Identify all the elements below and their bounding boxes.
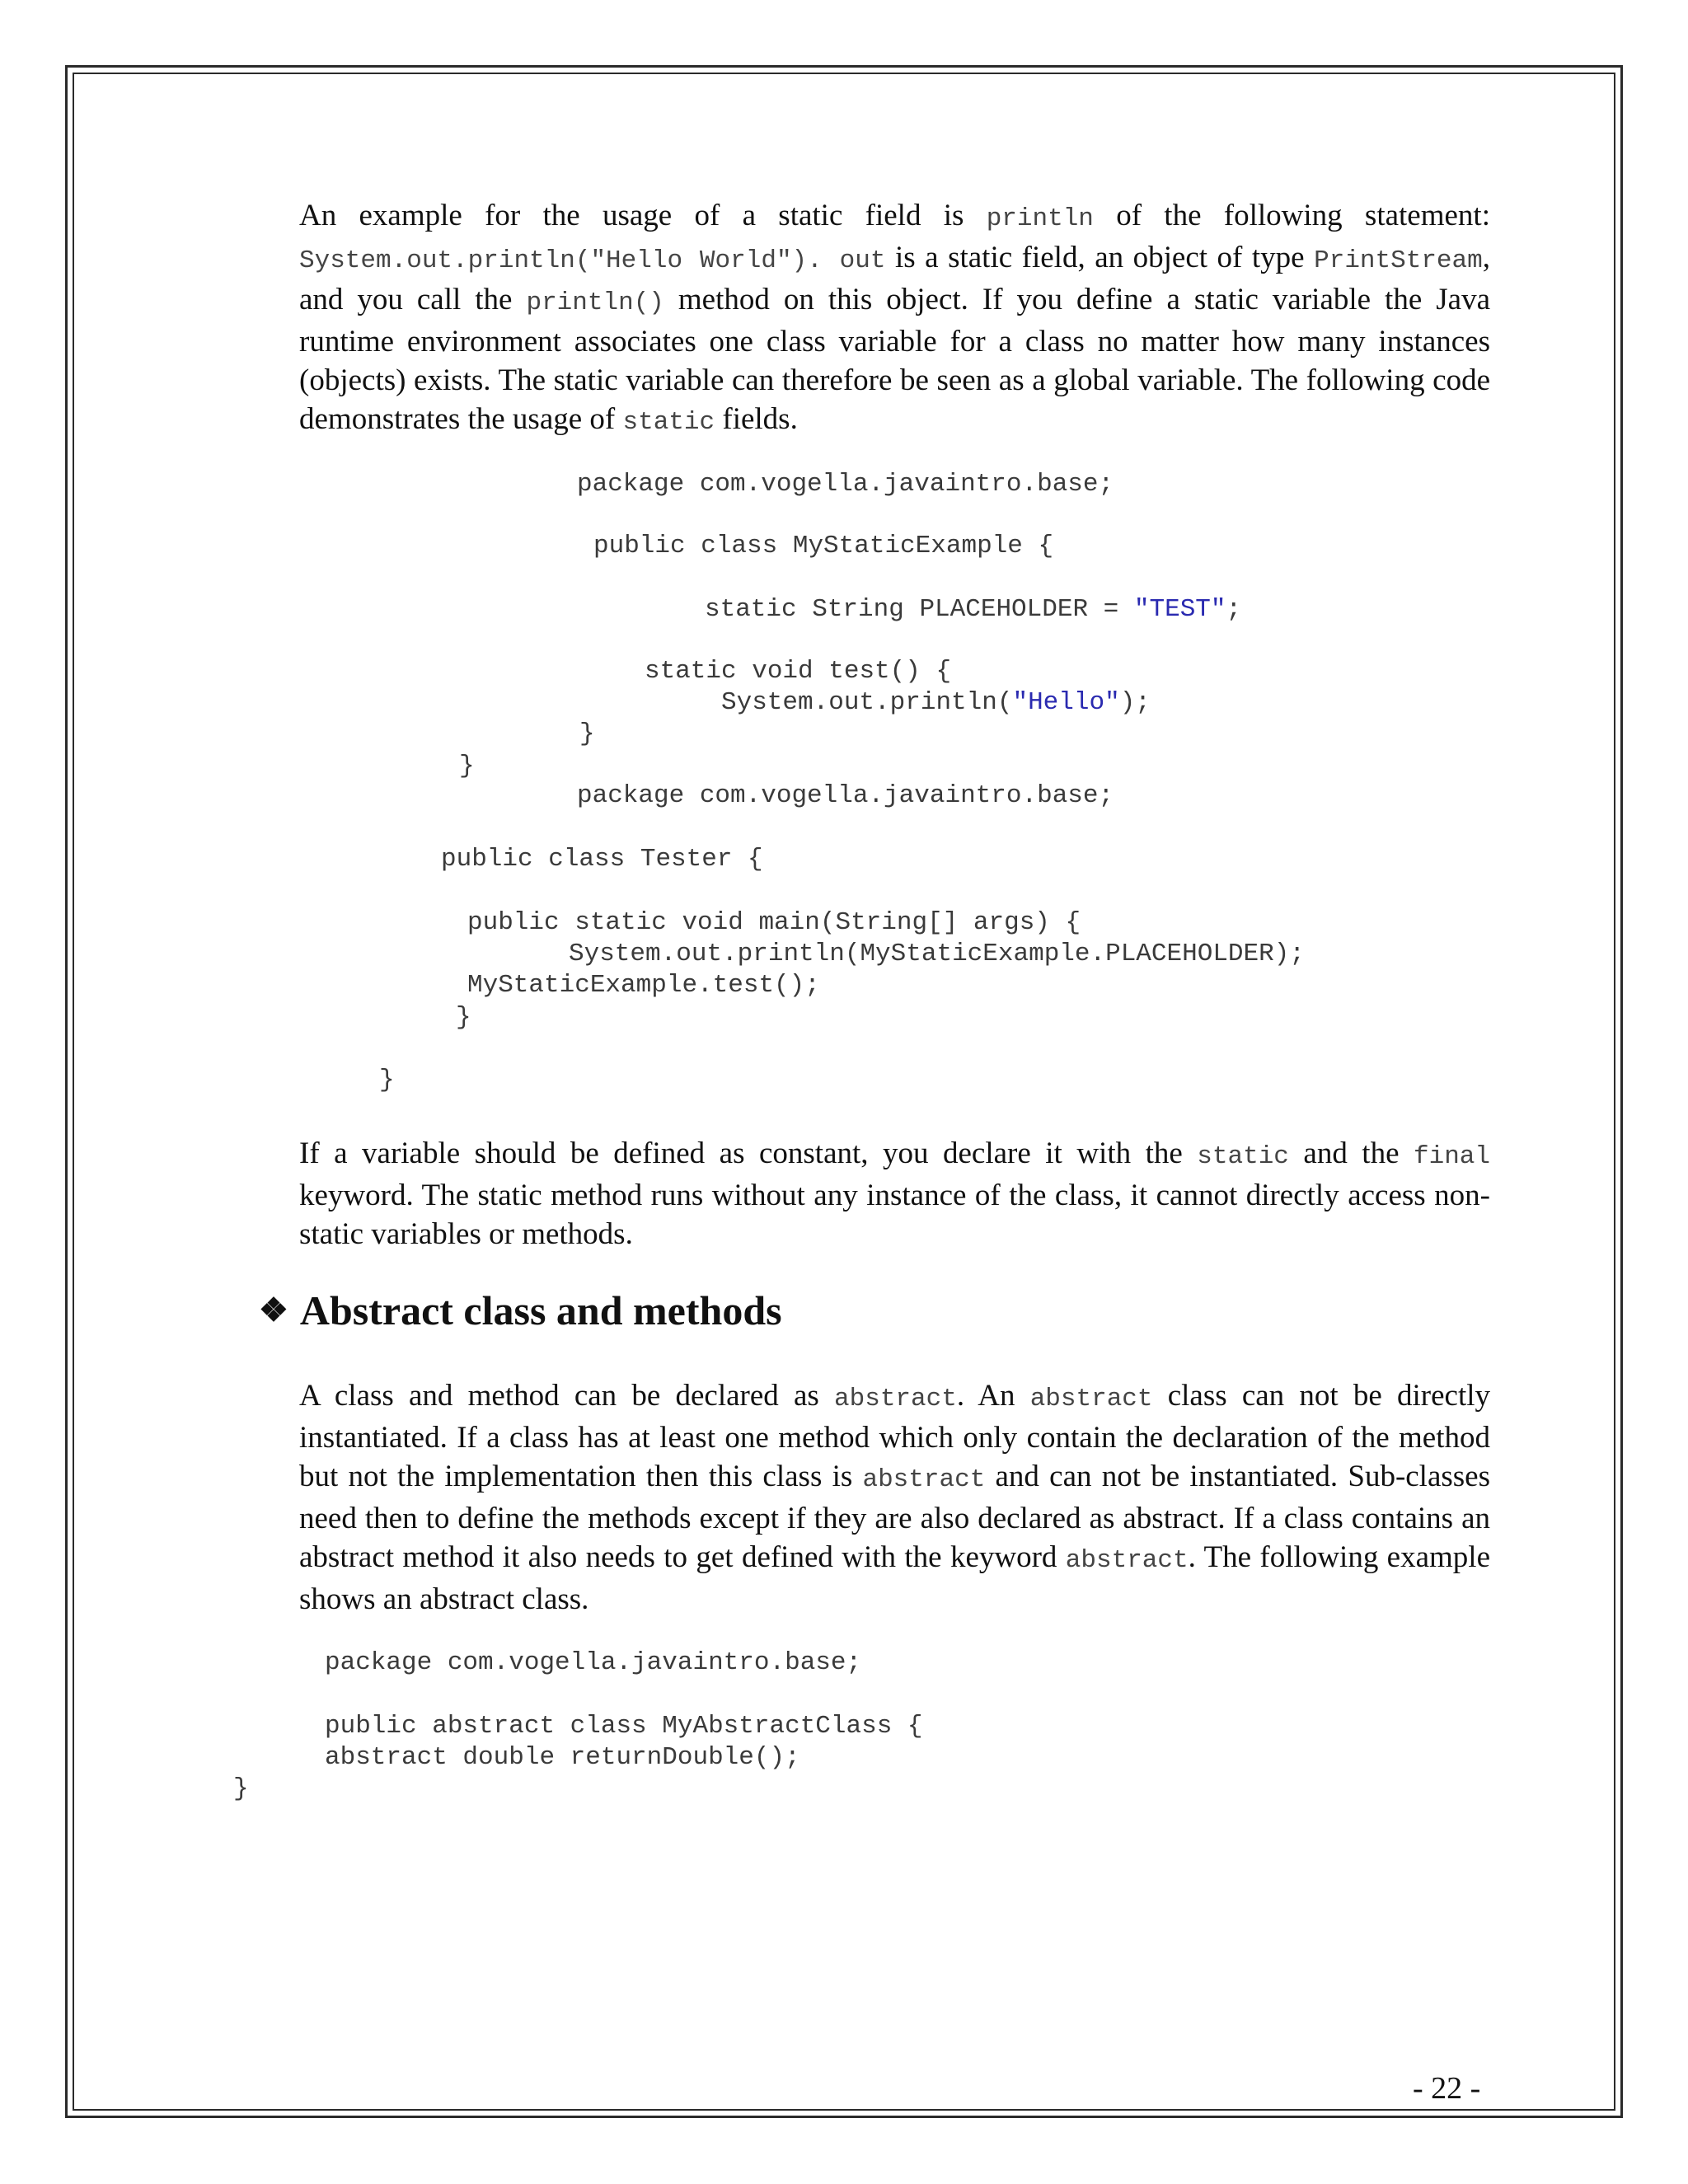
inline-code: abstract (834, 1385, 957, 1413)
inline-code: abstract (862, 1465, 986, 1494)
text-span: . The following example shows an abstract class. (299, 1540, 1491, 1616)
inline-code: abstract (1065, 1546, 1189, 1575)
code-token: ; (1226, 595, 1242, 624)
code-line: } (459, 752, 475, 780)
code-token: static String PLACEHOLDER = (705, 595, 1134, 624)
inline-code: println (986, 204, 1094, 233)
paragraph-static-field-intro (299, 196, 1490, 442)
inline-code: static (1197, 1142, 1289, 1171)
code-line (705, 595, 1241, 624)
text-span: and can not be instantiated. Sub-classes need then to define the methods except if they are also declared as abstract. If a class contains an abstract method it also needs to get defined with the keyword (299, 1460, 1491, 1574)
page-number: - 22 - (1413, 2071, 1481, 2106)
text-span: An example for the usage of a static field is (299, 199, 987, 232)
text-span: of the following statement: (1093, 199, 1490, 232)
text-span: is a static field, an object of type (885, 241, 1315, 274)
code-line: MyStaticExample.test(); (467, 971, 820, 1000)
code-line: public class MyStaticExample { (593, 532, 1054, 560)
section-heading-text: Abstract class and methods (299, 1287, 782, 1333)
inline-code: System.out.println("Hello World"). out (299, 246, 886, 275)
text-span: , and you call the (299, 241, 1490, 316)
code-line: } (233, 1774, 249, 1803)
code-string: "TEST" (1133, 595, 1226, 624)
text-span: class can not be directly instantiated. If a class has at least one method which only contain the declaration of the method but not the implementation then this class is (299, 1379, 1491, 1493)
code-line: } (456, 1003, 471, 1032)
section-heading (259, 1282, 782, 1343)
code-line: package com.vogella.javaintro.base; (577, 470, 1114, 499)
inline-code: PrintStream (1314, 246, 1483, 275)
text-span: If a variable should be defined as constant, you declare it with the (299, 1137, 1198, 1170)
code-string: "Hello" (1012, 688, 1120, 717)
code-line: } (379, 1066, 395, 1094)
inline-code: static (622, 408, 715, 437)
code-line: } (579, 719, 595, 748)
text-span: A class and method can be declared as (299, 1379, 835, 1413)
inline-code: println() (526, 288, 664, 317)
code-line: abstract double returnDouble(); (325, 1743, 800, 1772)
paragraph-constant-keyword (299, 1134, 1490, 1254)
code-line (721, 688, 1151, 717)
text-span: keyword. The static method runs without any instance of the class, it cannot directly access non-static variables or methods. (299, 1179, 1490, 1251)
code-line: package com.vogella.javaintro.base; (325, 1648, 862, 1677)
diamond-bullet-icon: ❖ (259, 1291, 288, 1329)
paragraph-abstract-class (299, 1376, 1490, 1619)
code-line: public class Tester { (441, 845, 763, 874)
text-span: and the (1288, 1137, 1414, 1170)
inline-code: final (1414, 1142, 1491, 1171)
code-token: System.out.println( (721, 688, 1013, 717)
code-line: static void test() { (645, 657, 952, 686)
inline-code: abstract (1029, 1385, 1153, 1413)
text-span: method on this object. If you define a static variable the Java runtime environment associates one class variable for a class no matter how many instances (objects) exists. The static variable can therefore be seen as a global variable. The following code demonstrates the usage of (299, 283, 1490, 436)
code-line: public abstract class MyAbstractClass { (325, 1712, 923, 1741)
code-token: ); (1119, 688, 1151, 717)
text-span: . An (956, 1379, 1030, 1413)
code-line: package com.vogella.javaintro.base; (577, 781, 1114, 810)
text-span: fields. (715, 402, 798, 436)
code-line: public static void main(String[] args) { (467, 908, 1081, 937)
code-line: System.out.println(MyStaticExample.PLACEHOLDER); (569, 940, 1305, 968)
